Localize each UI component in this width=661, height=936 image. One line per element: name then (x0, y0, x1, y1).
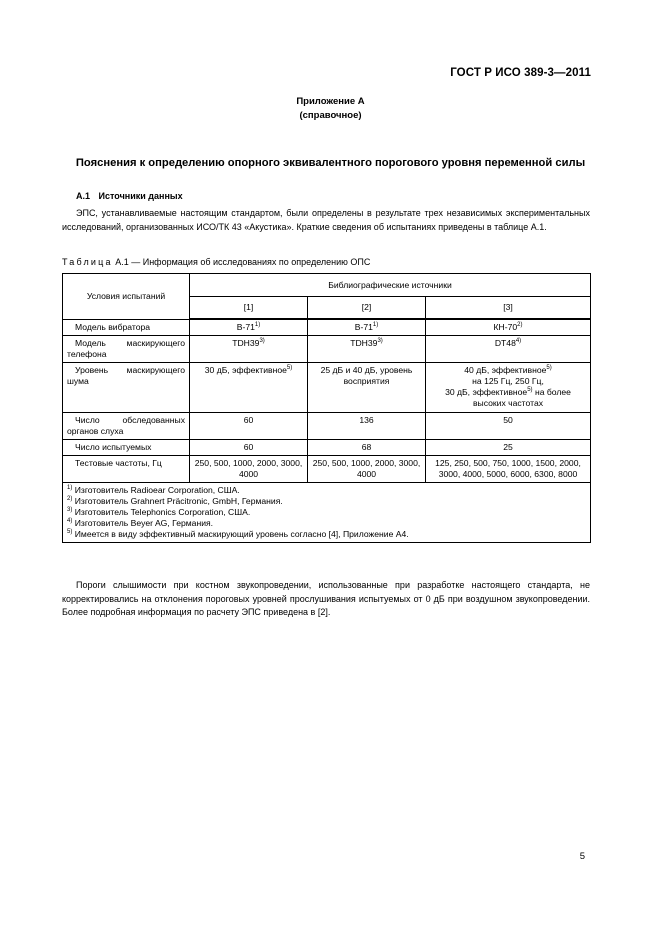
section-title: Пояснения к определению опорного эквивалентного порогового уровня переменной силы (75, 157, 586, 169)
table-row (63, 319, 591, 336)
cell-freqs-2: 250, 500, 1000, 2000, 3000, 4000 (308, 456, 426, 483)
annex-subtitle: (справочное) (299, 110, 362, 121)
table-row (63, 363, 591, 413)
cell-ears-2: 136 (308, 413, 426, 440)
cell-subjects-3: 25 (426, 440, 591, 456)
footnote-3: $^{3)}$ Изготовитель Telephonics Corporation, США. (67, 507, 251, 517)
header-conditions: Условия испытаний (63, 274, 190, 320)
table-caption-text: А.1 — Информация об исследованиях по определению ОПС (115, 257, 371, 267)
header-sources: Библиографические источники (190, 274, 591, 297)
footnote-5: $^{5)}$ Имеется в виду эффективный маскирующий уровень согласно [4], Приложение А4. (67, 529, 409, 539)
ref-3: [3] (426, 297, 591, 320)
row-label-vibrator: Модель вибратора (63, 319, 190, 336)
row-label-freqs: Тестовые частоты, Гц (63, 456, 190, 483)
cell-vibrator-1: В-71$^{1)}$ (190, 319, 308, 336)
table-row (63, 413, 591, 440)
table-caption-prefix: Таблица (62, 257, 113, 267)
row-label-subjects: Число испытуемых (63, 440, 190, 456)
table-row (63, 440, 591, 456)
row-label-noise: Уровень маскирующего шума (63, 363, 190, 413)
document-code: ГОСТ Р ИСО 389-3—2011 (450, 67, 591, 79)
footnote-2: $^{2)}$ Изготовитель Grahnert Präcitronic, GmbH, Германия. (67, 496, 283, 506)
table-footnotes-row (63, 483, 591, 543)
cell-subjects-2: 68 (308, 440, 426, 456)
cell-subjects-1: 60 (190, 440, 308, 456)
subsection-number: А.1 (76, 191, 91, 201)
footnote-1: $^{1)}$ Изготовитель Radioear Corporation, США. (67, 485, 240, 495)
page-number: 5 (579, 851, 585, 862)
subsection-title: Источники данных (98, 191, 183, 201)
paragraph-sources (62, 207, 590, 234)
cell-vibrator-2: В-71$^{1)}$ (308, 319, 426, 336)
ref-2: [2] (308, 297, 426, 320)
cell-noise-2: 25 дБ и 40 дБ, уровень восприятия (308, 363, 426, 413)
table-row (63, 336, 591, 363)
studies-table (62, 273, 591, 543)
paragraph-bone-conduction (62, 579, 590, 620)
cell-phone-2: TDH39$^{3)}$ (308, 336, 426, 363)
cell-freqs-3: 125, 250, 500, 750, 1000, 1500, 2000, 3000, 4000, 5000, 6000, 6300, 8000 (426, 456, 591, 483)
cell-phone-1: TDH39$^{3)}$ (190, 336, 308, 363)
footnote-4: $^{4)}$ Изготовитель Beyer AG, Германия. (67, 518, 214, 528)
cell-ears-3: 50 (426, 413, 591, 440)
cell-ears-1: 60 (190, 413, 308, 440)
table-row (63, 456, 591, 483)
row-label-phone: Модель маскирующего телефона (63, 336, 190, 363)
row-label-ears: Число обследованных органов слуха (63, 413, 190, 440)
cell-freqs-1: 250, 500, 1000, 2000, 3000, 4000 (190, 456, 308, 483)
cell-noise-3: 40 дБ, эффективное$^{5)}$ на 125 Гц, 250 Гц, 30 дБ, эффективное$^{5)}$ на более высоких частотах (426, 363, 591, 413)
cell-vibrator-3: КН-70$^{2)}$ (426, 319, 591, 336)
cell-noise-1: 30 дБ, эффективное$^{5)}$ (190, 363, 308, 413)
paragraph-sources-text: ЭПС, устанавливаемые настоящим стандартом, были определены в результате трех независимых экспериментальных исследований, организованных ИСО/ТК 43 «Акустика». Краткие сведения об испытаниях приведены в таблице А.1. (62, 208, 590, 232)
table-footnotes (63, 483, 591, 543)
annex-title: Приложение А (296, 96, 365, 107)
annex-heading (0, 95, 661, 123)
cell-phone-3: DT48$^{4)}$ (426, 336, 591, 363)
paragraph-bone-conduction-text: Пороги слышимости при костном звукопроведении, использованные при разработке настоящего стандарта, не корректировались на отклонения пороговых уровней прослушивания испытуемых от 0 дБ при воздушном звукопроведении. Более подробная информация по расчету ЭПС приведена в [2]. (62, 580, 590, 617)
table-caption (62, 257, 370, 267)
ref-1: [1] (190, 297, 308, 320)
table-header-row (63, 274, 591, 297)
subsection-heading (76, 191, 183, 201)
